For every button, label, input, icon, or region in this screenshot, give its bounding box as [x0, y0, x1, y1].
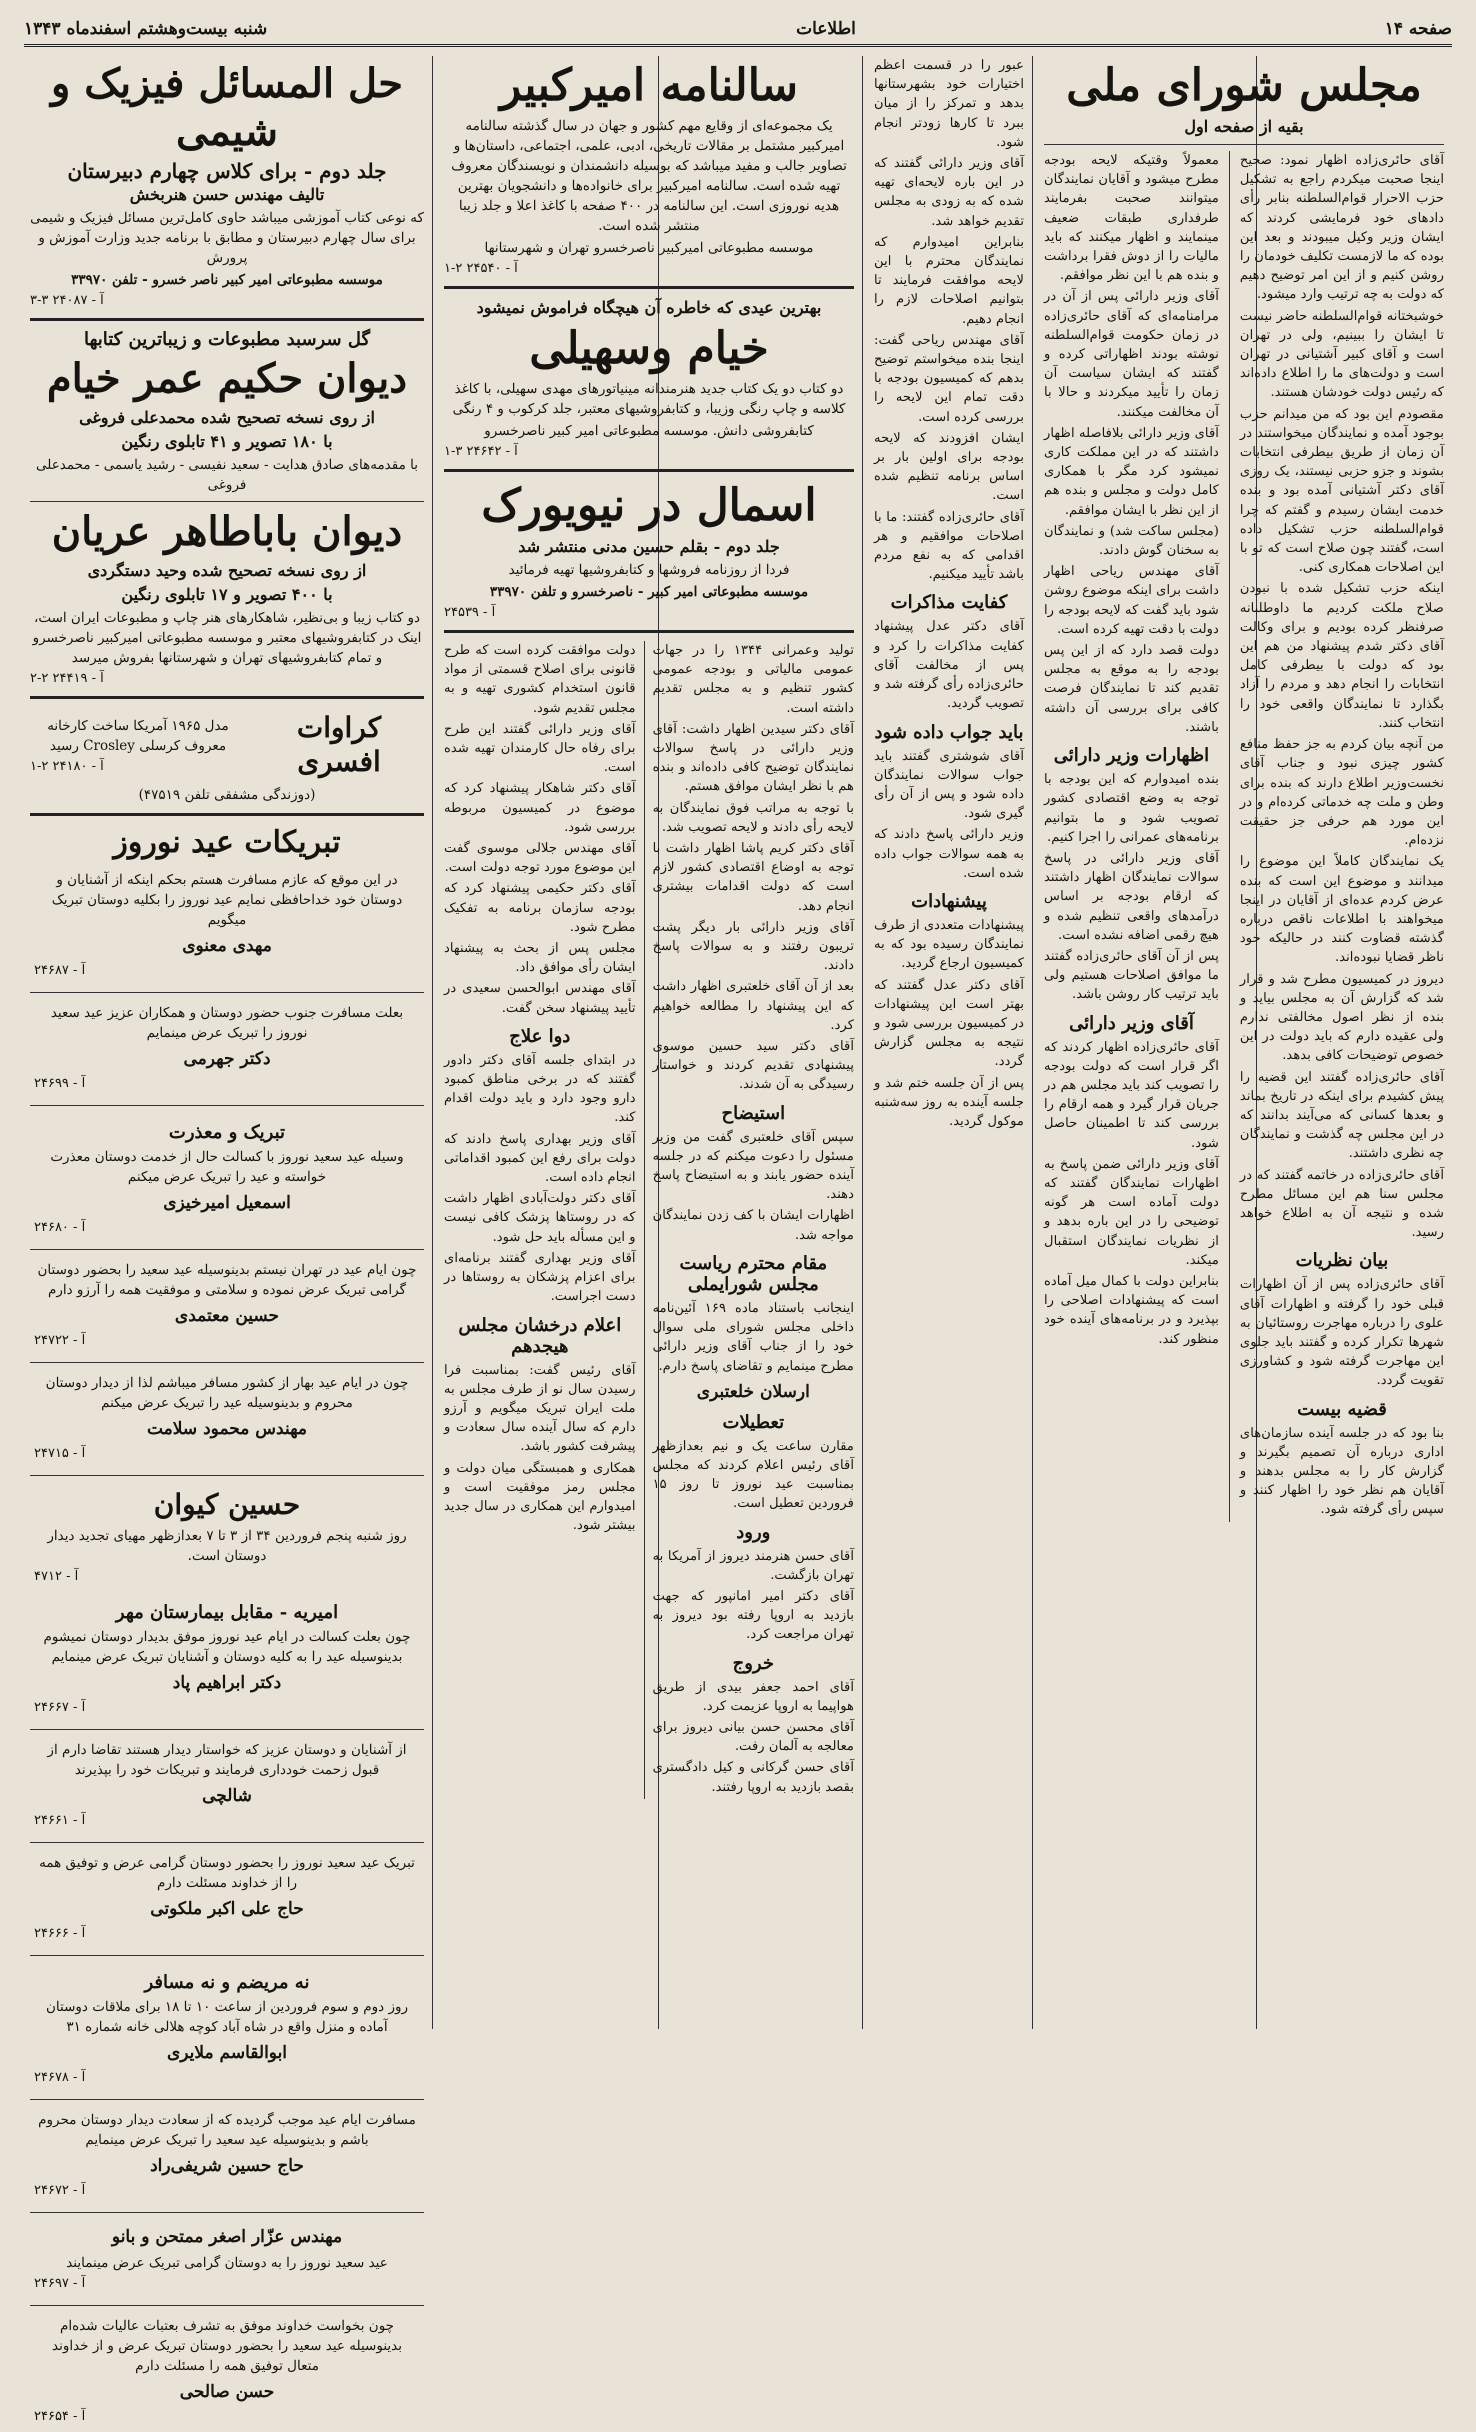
majlis-paragraph: بنا بود که در جلسه آینده سازمان‌های اداری درباره آن تصمیم بگیرند و گزارش کار را به مجلس بدهند و آقایان هم نظر خود را اظهار کنند و سپس رأی گرفته شود. [1239, 1425, 1444, 1518]
baba-ad-subtitle2: با ۴۰۰ تصویر و ۱۷ تابلوی رنگین [121, 585, 333, 604]
majlis-paragraph: (مجلس ساکت شد) و نمایندگان به سخنان گوش دادند. [1044, 523, 1219, 559]
majlis-paragraph: یک نمایندگان کاملاً این موضوع را میدانند و موضوع این است که بنده عرض کردم عده‌ای از آقایان در اینجا میخواهند با اطلاعات ناقص درباره گذشته قضاوت کنند در حالیکه خود ناظر قضایا نبوده‌اند. [1239, 854, 1444, 966]
eelam-heading: اعلام درخشان مجلس هیجدهم [458, 1314, 622, 1357]
nowruz-ad-text: چون ایام عید در تهران نیستم بدینوسیله عید سعید را بحضور دوستان گرامی تبریک عرض نموده و سلامتی و موفقیت همه را آرزو دارم [37, 1262, 417, 1298]
article-subheading: کفایت مذاکرات [890, 592, 1008, 614]
article-paragraph: آقای محسن حسن بیانی دیروز برای معالجه به آلمان رفت. [652, 1719, 854, 1755]
nowruz-ad-ref: آ - ۲۴۶۶۱ [34, 1813, 86, 1828]
nowruz-ad-name: شالچی [202, 1786, 252, 1806]
nowruz-ad-name: اسمعیل امیرخیزی [163, 1193, 291, 1213]
majlis-paragraph: من آنچه بیان کردم به جز حفظ منافع کشور چیزی نبود و جناب آقای نخست‌وزیر اطلاع دارند که بنده برای وطن و ملت چه خدماتی کرده‌ام و در این مورد هم حرفی جز حقیقت نزده‌ام. [1239, 737, 1444, 849]
article-paragraph: آقای وزیر دارائی بار دیگر پشت تریبون رفتند و به سوالات پاسخ دادند. [652, 919, 854, 974]
nowruz-ad-ref: آ - ۲۴۶۶۷ [34, 1700, 86, 1715]
physics-ad-title: حل المسائل فیزیک و شیمی [50, 60, 404, 155]
article-paragraph: آقای وزیر دارائی گفتند این طرح برای رفاه حال کارمندان تهیه شده است. [444, 721, 636, 776]
article-paragraph: آقای دکتر امیر امانپور که جهت بازدید به اروپا رفته بود دیروز به تهران مراجعت کرد. [652, 1588, 854, 1643]
nowruz-ad-heading: تبریک و معذرت [168, 1122, 286, 1143]
article-paragraph: وزیر دارائی پاسخ دادند که به همه سوالات جواب داده شده است. [874, 827, 1024, 881]
estezah-heading: استیضاح [721, 1102, 786, 1124]
nowruz-ad-text: چون بخواست خداوند موفق به تشرف بعتبات عالیات شده‌ام بدینوسیله عید سعید را بحضور دوستان تبریک عرض و از خداوند متعال توفیق همه را مسئلت دارم [51, 2318, 403, 2374]
article-paragraph: آقای شوشتری گفتند باید جواب سوالات نمایندگان داده شود و پس از آن رأی گیری شود. [874, 748, 1024, 822]
article-paragraph: با توجه به مراتب فوق نمایندگان به لایحه رأی دادند و لایحه تصویب شد. [652, 800, 854, 835]
majlis-subheading: بیان نظریات [1295, 1250, 1389, 1272]
esmal-ref: آ - ۲۴۵۳۹ [444, 605, 496, 620]
article-paragraph: مقارن ساعت یک و نیم بعدازظهر آقای رئیس اعلام کردند که مجلس بمناسبت عید نوروز تا روز ۱۵ فروردین تعطیل است. [652, 1438, 854, 1512]
article-subheading: پیشنهادات [911, 890, 987, 912]
nowruz-ad-name: دکتر ابراهیم پاد [172, 1673, 282, 1693]
nowruz-ad [30, 1369, 424, 1469]
nowruz-ad-ref: آ - ۲۴۶۹۹ [34, 1076, 86, 1091]
majlis-paragraph: پس از آن آقای حائری‌زاده گفتند ما موافق اصلاحات هستیم ولی باید ترتیب کار روشن باشد. [1044, 948, 1219, 1003]
esmal-publisher: موسسه مطبوعاتی امیر کبیر - ناصرخسرو و تلفن ۳۳۹۷۰ [489, 584, 809, 600]
majlis-paragraph: مقصودم این بود که من میدانم حزب بوجود آمده و نمایندگان میخواستند در آن زمان از طریق بیطرفی انتخابات بشوند و جزو حزبی نیستند، یک روزی آقای دکتر آشتیانی آمده بود و بنده خدمت ایشان رسیدم و گفتم که چرا قوام‌السلطنه حزب تشکیل داده است، گفتند چون صلاح است که تو با این اصلاحات همکاری کنی. [1239, 406, 1444, 576]
davasaz-heading: دوا علاج [509, 1025, 571, 1047]
nowruz-ad-name: ابوالقاسم ملایری [166, 2043, 288, 2063]
nowruz-ad-text: از آشنایان و دوستان عزیز که خواستار دیدار هستند تقاضا دارم از قبول زحمت خودداری فرمایند و تبریکات خود را بپذیرند [47, 1742, 407, 1778]
article-paragraph: آقای حسن گرکانی و کیل دادگستری بقصد بازدید به اروپا رفتند. [652, 1760, 854, 1795]
majlis-paragraph: اینکه حزب تشکیل شده با نبودن صلاح ملکت کردیم ما داوطلبانه صرفنظر کرده بودیم و برای وکالت آقای دکتر شدم پیشنهاد من هم این بود که دولت با بیطرفی کامل انتخابات را انجام دهد و مردم را آزاد بگذارد تا نمایندگان واقعی خود را انتخاب کنند. [1239, 581, 1444, 731]
majlis-column [1036, 56, 1452, 2029]
nowruz-ad-ref: آ - ۲۴۶۸۷ [34, 963, 86, 978]
khayyam-sohaili-text: دو کتاب دو یک کتاب جدید هنرمندانه مینیاتورهای مهدی سهیلی، با کاغذ کلاسه و چاپ رنگی وزیبا، و کتابفروشیهای معتبر، جلد کرکوب و ۴ رنگی [452, 381, 846, 417]
majlis-paragraph: دیروز در کمیسیون مطرح شد و قرار شد که گزارش آن به مجلس بیاید و بنده از نظر اصول مخالفتی ندارم ولی عقیده دارم که باید دولت در این خصوص توضیحات کافی بدهد. [1239, 971, 1444, 1064]
article-paragraph: آقای رئیس گفت: بمناسبت فرا رسیدن سال نو از طرف مجلس به ملت ایران تبریک میگویم و آرزو دارم که سال آینده سال سعادت و پیشرفت کشور باشد. [444, 1362, 636, 1455]
tie-ad-phone: (دوزندگی مشفقی تلفن ۴۷۵۱۹) [138, 787, 316, 803]
majlis-paragraph: آقای وزیر دارائی بلافاصله اظهار داشتند که در این مملکت کاری نمیشود کرد مگر با همکاری کامل دولت و مجلس و بنده هم از این نظر با ایشان موافقم. [1044, 425, 1219, 518]
nowruz-ad-ref: آ - ۲۴۶۶۶ [34, 1926, 86, 1941]
nowruz-ad-ref: آ - ۲۴۷۱۵ [34, 1446, 86, 1461]
article-paragraph: بنابراین امیدوارم که نمایندگان محترم با این لایحه موافقت فرمایند تا بتوانیم اصلاحات لازم را انجام دهیم. [874, 234, 1024, 327]
khayyam-ad-subtitle2: با ۱۸۰ تصویر و ۴۱ تابلوی رنگین [121, 432, 333, 451]
salname-text: یک مجموعه‌ای از وقایع مهم کشور و جهان در سال گذشته سالنامه امیرکبیر مشتمل بر مقالات تاریخی، ادبی، علمی، اجتماعی، داستان‌ها و تصاویر جالب و مفید میباشد که بوسیله دانشمندان و نویسندگان معروف تهیه شده است. سالنامه امیرکبیر برای خانواده‌ها و دانشجویان بهترین هدیه نوروزی است. این سالنامه در ۴۰۰ صفحه با کاغذ اعلا و جلد زیبا منتشر شده است. [451, 118, 847, 234]
majlis-paragraph: آقای حائری‌زاده اظهار نمود: صحیح اینجا صحبت میکردم راجع به تشکیل حزب الاحرار قوام‌السلطنه بنابر رأی دادهای خود فرمایشی کردند که ایشان وزیر وکیل میبودند و بعد این بوده که ما لازمست تکلیف خودمان را روشن کنیم و از این امر توضیح دهیم که دولت به چه ترتیب وارد میشود. [1239, 153, 1444, 303]
article-paragraph: آقای وزیر بهداری پاسخ دادند که دولت برای رفع این کمبود اقداماتی انجام داده است. [444, 1131, 636, 1186]
center-column [436, 56, 862, 2029]
article-paragraph: آقای دکتر سیدین اظهار داشت: آقای وزیر دارائی در پاسخ سوالات نمایندگان توضیح کافی داده‌اند و بنده هم با نظر ایشان موافق هستم. [652, 721, 854, 795]
article-paragraph: بعد از آن آقای خلعتبری اظهار داشت که این پیشنهاد را مطالعه خواهیم کرد. [652, 979, 854, 1033]
article-paragraph: پس از آن جلسه ختم شد و جلسه آینده به روز سه‌شنبه موکول گردید. [874, 1075, 1024, 1129]
article-paragraph: آقای دکتر عدل پیشنهاد کفایت مذاکرات را کرد و پس از مخالفت آقای حائری‌زاده رأی گرفته شد و تصویب گردید. [874, 619, 1024, 712]
majlis-subheading: آقای وزیر دارائی [1069, 1012, 1194, 1034]
page-number: صفحه ۱۴ [1384, 19, 1452, 39]
khayyam-sohaili-publisher: کتابفروشی دانش. موسسه مطبوعاتی امیر کبیر ناصرخسرو [484, 423, 814, 439]
column-rule [1032, 56, 1033, 2029]
majlis-paragraph: آقای وزیر دارائی در پاسخ سوالات نمایندگان اظهار داشتند که ارقام بودجه بر اساس درآمدهای واقعی تنظیم شده و هیچ رقمی اضافه نشده است. [1044, 850, 1219, 943]
masthead [24, 14, 1452, 47]
nowruz-ad [30, 1736, 424, 1836]
nowruz-ad-text: روز شنبه پنجم فروردین ۳۴ از ۳ تا ۷ بعدازظهر مهیای تجدید دیدار دوستان است. [47, 1528, 407, 1564]
nowruz-ad-ref: آ - ۲۴۶۷۸ [34, 2070, 86, 2085]
voroud-heading: ورود [736, 1521, 771, 1543]
nowruz-ad [30, 2312, 424, 2432]
baba-ad-ref: آ - ۲۴۴۱۹ ۲-۲ [30, 671, 104, 686]
majlis-paragraph: آقای حائری‌زاده پس از آن اظهارات قبلی خود را گرفته و اظهارات آقای علوی را درباره مهاجرت روستائیان به شهرها تکرار کرده و گفتند باید جلوی این مهاجرت گرفته شود و کشاورزی تقویت گردد. [1239, 1277, 1444, 1389]
majlis-paragraph: آقای حائری‌زاده در خاتمه گفتند که در مجلس سنا هم این مسائل مطرح شده و نتیجه آن به اطلاع خواهد رسید. [1239, 1167, 1444, 1241]
article-paragraph: آقای احمد جعفر بیدی از طریق هواپیما به اروپا عزیمت کرد. [652, 1679, 854, 1714]
physics-ad-text: که نوعی کتاب آموزشی میباشد حاوی کامل‌ترین مسائل فیزیک و شیمی برای سال چهارم دبیرستان و مطابق با برنامه جدید وزارت آموزش و پرورش [30, 210, 424, 266]
physics-ad-subtitle: جلد دوم - برای کلاس چهارم دبیرستان [67, 159, 387, 183]
article-paragraph: آقای وزیر دارائی گفتند که در این باره لایحه‌ای تهیه شده که به زودی به مجلس تقدیم خواهد شد. [874, 156, 1024, 229]
khayyam-ad-subtitle: از روی نسخه تصحیح شده محمدعلی فروغی [79, 408, 375, 427]
nowruz-ad [30, 1592, 424, 1723]
nowruz-ad-name: حاج علی اکبر ملکوتی [150, 1899, 304, 1919]
majlis-subheading: قضیه بیست [1297, 1398, 1387, 1420]
article-paragraph: همکاری و همبستگی میان دولت و مجلس رمز موفقیت است و امیدوارم این همکاری در سال جدید بیشتر شود. [444, 1460, 636, 1534]
majlis-paragraph: بنده امیدوارم که این بودجه با توجه به وضع اقتصادی کشور تصویب شود و ما بتوانیم برنامه‌های عمرانی را اجرا کنیم. [1044, 772, 1219, 845]
baba-ad-title: دیوان باباطاهر عریان [51, 508, 403, 555]
salname-title: سالنامه امیرکبیر [500, 60, 798, 111]
article-paragraph: آقای دکتر شاهکار پیشنهاد کرد که موضوع در کمیسیون مربوطه بررسی شود. [444, 781, 636, 835]
article-paragraph: اظهارات ایشان با کف زدن نمایندگان مواجه شد. [652, 1208, 854, 1243]
majlis-paragraph: آقای وزیر دارائی ضمن پاسخ به اظهارات نمایندگان گفتند که دولت آماده است هر گونه توضیحی را در این باره بدهد و از نظریات نمایندگان استقبال میکند. [1044, 1156, 1219, 1268]
article-paragraph: تولید وعمرانی ۱۳۴۴ را در جهات عمومی مالیاتی و بودجه عمومی کشور تنظیم و به مجلس تقدیم داشته است. [652, 643, 855, 716]
nowruz-ad [30, 1849, 424, 1949]
physics-ad-publisher: موسسه مطبوعاتی امیر کبیر ناصر خسرو - تلفن ۳۳۹۷۰ [71, 272, 383, 288]
nowruz-ad-heading: امیریه - مقابل بیمارستان مهر [115, 1602, 339, 1623]
nowruz-ad-name: حسن صالحی [179, 2382, 275, 2402]
nowruz-ad-text: بعلت مسافرت جنوب حضور دوستان و همکاران عزیز عید سعید نوروز را تبریک عرض مینمایم [50, 1005, 404, 1041]
physics-ad-ref: آ - ۲۴۰۸۷ ۳-۳ [30, 293, 104, 308]
tie-ad-ref: آ - ۲۴۱۸۰ ۲-۱ [30, 759, 104, 774]
khorouj-heading: خروج [732, 1652, 774, 1674]
maqam-heading: مقام محترم ریاست مجلس شورایملی [679, 1252, 828, 1295]
article-paragraph: مجلس پس از بحث به پیشنهاد ایشان رأی موافق داد. [444, 941, 636, 976]
article-paragraph: آقای مهندس ابوالحسن سعیدی در تأیید پیشنهاد سخن گفت. [444, 981, 636, 1016]
article-paragraph: آقای مهندس جلالی موسوی گفت این موضوع مورد توجه دولت است. [444, 841, 636, 876]
physics-ad-author: تالیف مهندس حسن هنربخش [129, 185, 325, 204]
nowruz-ad-text: روز دوم و سوم فروردین از ساعت ۱۰ تا ۱۸ برای ملاقات دوستان آماده و منزل واقع در شاه آباد کوچه هلالی خانه شماره ۳۱ [45, 1999, 409, 2035]
nowruz-ad-name-large: حسین کیوان [153, 1488, 301, 1521]
majlis-paragraph: آقای حائری‌زاده گفتند این قضیه را پیش کشیدم برای اینکه در تاریخ بماند و بعدها کسانی که می‌آیند بدانند که در این مجلس چه گذشت و نمایندگان چه نظری داشتند. [1239, 1069, 1444, 1162]
article-paragraph: آقای دکتر عدل گفتند که بهتر است این پیشنهادات در کمیسیون بررسی شود و نتیجه به مجلس گزارش گردد. [874, 977, 1024, 1070]
salname-publisher: موسسه مطبوعاتی امیرکبیر ناصرخسرو تهران و شهرستانها [484, 240, 814, 256]
nowruz-ad-heading: نه مریضم و نه مسافر [144, 1972, 310, 1993]
nowruz-ad-name: مهدی معنوی [182, 936, 272, 956]
majlis-subheading: اظهارات وزیر دارائی [1053, 745, 1210, 767]
article-paragraph: آقای حائری‌زاده گفتند: ما با اصلاحات موافقیم و هر اقدامی که به نفع مردم باشد تأیید میکنیم. [874, 509, 1024, 583]
article-paragraph: آقای دکتر دولت‌آبادی اظهار داشت که در روستاها پزشک کافی نیست و این مسأله باید حل شود. [444, 1191, 636, 1245]
column-rule [432, 56, 433, 2029]
article-paragraph: ایشان افزودند که لایحه بودجه برای اولین بار بر اساس برنامه تنظیم شده است. [874, 430, 1024, 504]
nowruz-ad-text: چون بعلت کسالت در ایام عید نوروز موفق بدیدار دوستان نمیشوم بدینوسیله عید را به کلیه دوستان و آشنایان تبریک عرض مینمایم [43, 1629, 411, 1665]
nowruz-ad-text: وسیله عید سعید نوروز با کسالت حال از خدمت دوستان معذرت خواسته و عید را تبریک عرض میکنم [50, 1149, 404, 1185]
ads-column [22, 56, 432, 2424]
khayyam-sohaili-tagline: بهترین عیدی که خاطره آن هیچگاه فراموش نمیشود [476, 298, 822, 317]
majlis-paragraph: آقای وزیر دارائی پس از آن در مرامنامه‌ای که آقای حائری‌زاده در زمان حکومت قوام‌السلطنه نوشته بودند اظهاراتی کرده و گفتند که ایشان سیاست آن زمان را تأیید میکردند و حالا با آن مخالفت میکنند. [1044, 289, 1219, 420]
article-paragraph: اینجانب باستناد ماده ۱۶۹ آئین‌نامه داخلی مجلس شورای ملی سوال خود را از جناب آقای وزیر دارائی مطرح مینمایم و تقاضای پاسخ دارم. [652, 1300, 854, 1374]
majlis-paragraph: دولت قصد دارد که از این پس بودجه را به موقع به مجلس تقدیم کند تا نمایندگان فرصت کافی برای بررسی آن داشته باشند. [1044, 643, 1219, 735]
esmal-subtitle: جلد دوم - بقلم حسین مدنی منتشر شد [518, 537, 780, 556]
nowruz-ad [30, 999, 424, 1099]
nowruz-ad [30, 1256, 424, 1356]
khayyam-ad-title: دیوان حکیم عمر خیام [46, 355, 408, 402]
majlis-paragraph: آقای مهندس ریاحی اظهار داشت برای اینکه موضوع روشن شود باید گفت که لایحه بودجه را دولت با دقت تهیه کرده است. [1044, 564, 1219, 637]
tatilat-heading: تعطیلات [722, 1411, 785, 1433]
nowruz-ad-name: حاج حسین شریفی‌راد [150, 2156, 304, 2176]
article-subheading: باید جواب داده شود [874, 721, 1024, 743]
article-paragraph: آقای دکتر حکیمی پیشنهاد کرد که بودجه سازمان برنامه به تفکیک مطرح شود. [444, 881, 636, 935]
article-column-3 [866, 56, 1032, 2029]
nowruz-ad-text: در این موقع که عازم مسافرت هستم بحکم اینکه از آشنایان و دوستان خود خداحافظی نمایم عید نوروز را بکلیه دوستان تبریک میگویم [51, 872, 403, 928]
khayyam-sohaili-ref: آ - ۲۴۶۴۲ ۳-۱ [444, 444, 518, 459]
tie-ad-text: مدل ۱۹۶۵ آمریکا ساخت کارخانه معروف کرسلی Crosley رسید [47, 718, 229, 754]
nowruz-ad-name: حسین معتمدی [174, 1306, 280, 1326]
issue-date: شنبه بیست‌وهشتم اسفندماه ۱۳۴۳ [24, 19, 268, 39]
majlis-paragraph: بنابراین دولت با کمال میل آماده است که پیشنهادات اصلاحی را بپذیرد و در برنامه‌های آینده خود منظور کند. [1044, 1273, 1219, 1347]
article-paragraph: آقای دکتر کریم پاشا اظهار داشت با توجه به اوضاع اقتصادی کشور لازم است که دولت اقدامات بیشتری انجام دهد. [652, 841, 854, 914]
majlis-paragraph: خوشبختانه قوام‌السلطنه حاضر نیست تا ایشان را ببینیم، ولی در تهران است و آقای کبیر آشتیانی در تهران است و دولت‌های ما را اطلاع داده‌اند که رئیس دولت خودشان هستند. [1239, 308, 1444, 401]
nowruz-ad-ref: آ - ۲۴۶۹۷ [34, 2276, 86, 2291]
nowruz-title: تبریکات عید نوروز [113, 825, 341, 860]
nowruz-ad-text: چون در ایام عید بهار از کشور مسافر میباشم لذا از دیدار دوستان محروم و بدینوسیله عید را تبریک عرض میکنم [45, 1375, 409, 1411]
majlis-paragraph: معمولاً وقتیکه لایحه بودجه مطرح میشود و آقایان نمایندگان میتوانند صحبت بفرمایند طرفداری طبقات ضعیف مینمایند و اظهار میکنند که باید مالیات را از دوش فقرا برداشت و بنده هم با این نظر موافقم. [1044, 153, 1219, 284]
khayyam-sohaili-title: خیام وسهیلی [529, 323, 769, 374]
nowruz-ad [30, 2219, 424, 2299]
nowruz-ad-text: عید سعید نوروز را به دوستان گرامی تبریک عرض مینمایند [66, 2255, 388, 2271]
article-paragraph: دولت موافقت کرده است که طرح قانونی برای اصلاح قسمتی از مواد قانون استخدام کشوری تهیه و به مجلس تقدیم شود. [444, 643, 636, 716]
nowruz-ad [30, 1112, 424, 1243]
signature-khalatbari: ارسلان خلعتبری [696, 1381, 810, 1402]
nowruz-ad-name: مهندس عزّار اصغر ممتحن و بانو [111, 2227, 343, 2247]
nowruz-ad [30, 1962, 424, 2093]
esmal-title: اسمال در نیویورک [481, 480, 817, 531]
nowruz-ad [30, 1482, 424, 1592]
nowruz-ad-ref: آ - ۲۴۶۵۴ [34, 2409, 86, 2424]
esmal-text: فردا از روزنامه فروشها و کتابفروشیها تهیه فرمائید [508, 562, 790, 578]
nowruz-ad-text: مسافرت ایام عید موجب گردیده که از سعادت دیدار دوستان محروم باشم و بدینوسیله عید سعید را تبریک عرض مینمایم [38, 2112, 416, 2148]
nowruz-ad-ref: آ - ۲۴۷۲۲ [34, 1333, 86, 1348]
nowruz-ad-name: مهندس محمود سلامت [146, 1419, 308, 1439]
article-paragraph: آقای مهندس ریاحی گفت: اینجا بنده میخواستم توضیح بدهم که کمیسیون بودجه با دقت تمام این لایحه را بررسی کرده است. [874, 332, 1024, 425]
nowruz-ad-text: تبریک عید سعید نوروز را بحضور دوستان گرامی عرض و توفیق همه را از خداوند مسئلت دارم [39, 1855, 415, 1891]
gol-tagline: گل سرسبد مطبوعات و زیباترین کتابها [83, 329, 371, 350]
article-paragraph: آقای حسن هنرمند دیروز از آمریکا به تهران بازگشت. [652, 1548, 854, 1583]
article-paragraph: سپس آقای خلعتبری گفت من وزیر مسئول را دعوت میکنم که در جلسه آینده حضور یابند و به استیضاح پاسخ دهند. [652, 1129, 854, 1203]
baba-ad-text: دو کتاب زیبا و بی‌نظیر، شاهکارهای هنر چاپ و مطبوعات ایران است، اینک در کتابفروشیهای معتبر و موسسه مطبوعاتی امیرکبیر ناصرخسرو و تمام کتابفروشیهای تهران و شهرستانها بفروش میرسد [32, 610, 422, 666]
article-paragraph: پیشنهادات متعددی از طرف نمایندگان رسیده بود که به کمیسیون ارجاع گردید. [873, 917, 1024, 972]
tie-ad-title: کراوات افسری [296, 711, 382, 778]
majlis-paragraph: آقای حائری‌زاده اظهار کردند که اگر قرار است که دولت بودجه را تصویب کند باید مجلس هم در جریان قرار گیرد و همه ارقام را بررسی کند تا اطمینان حاصل شود. [1044, 1039, 1219, 1151]
baba-ad-subtitle: از روی نسخه تصحیح شده وحید دستگردی [87, 561, 367, 580]
nowruz-ad-ref: آ - ۲۴۶۷۲ [34, 2183, 86, 2198]
khayyam-ad-credits: با مقدمه‌های صادق هدایت - سعید نفیسی - رشید یاسمی - محمدعلی فروغی [36, 457, 418, 493]
article-paragraph: آقای وزیر بهداری گفتند برنامه‌ای برای اعزام پزشکان به روستاها در دست اجراست. [444, 1250, 636, 1305]
nowruz-ad [30, 866, 424, 986]
salname-ref: آ - ۲۴۵۴۰ ۲-۱ [444, 261, 518, 276]
column-rule [862, 56, 863, 2029]
majlis-title: مجلس شورای ملی [1066, 60, 1422, 111]
nowruz-ad-ref: آ - ۲۴۶۸۰ [34, 1220, 86, 1235]
nowruz-ad-ref: آ - ۴۷۱۲ [34, 1569, 79, 1584]
article-paragraph: عبور را در قسمت اعظم اختیارات خود بشهرستانها بدهد و تمرکز را از میان ببرد تا کارها زودتر انجام شود. [874, 58, 1024, 150]
article-paragraph: در ابتدای جلسه آقای دکتر دادور گفتند که در برخی مناطق کمبود دارو وجود دارد و باید دولت اقدام کند. [444, 1052, 636, 1126]
article-paragraph: آقای دکتر سید حسین موسوی پیشنهادی تقدیم کردند و خواستار رسیدگی به آن شدند. [652, 1039, 854, 1093]
paper-name: اطلاعات [796, 19, 856, 39]
majlis-subtitle: بقیه از صفحه اول [1184, 117, 1304, 136]
nowruz-ad [30, 2106, 424, 2206]
nowruz-ad-name: دکتر جهرمی [183, 1049, 271, 1069]
